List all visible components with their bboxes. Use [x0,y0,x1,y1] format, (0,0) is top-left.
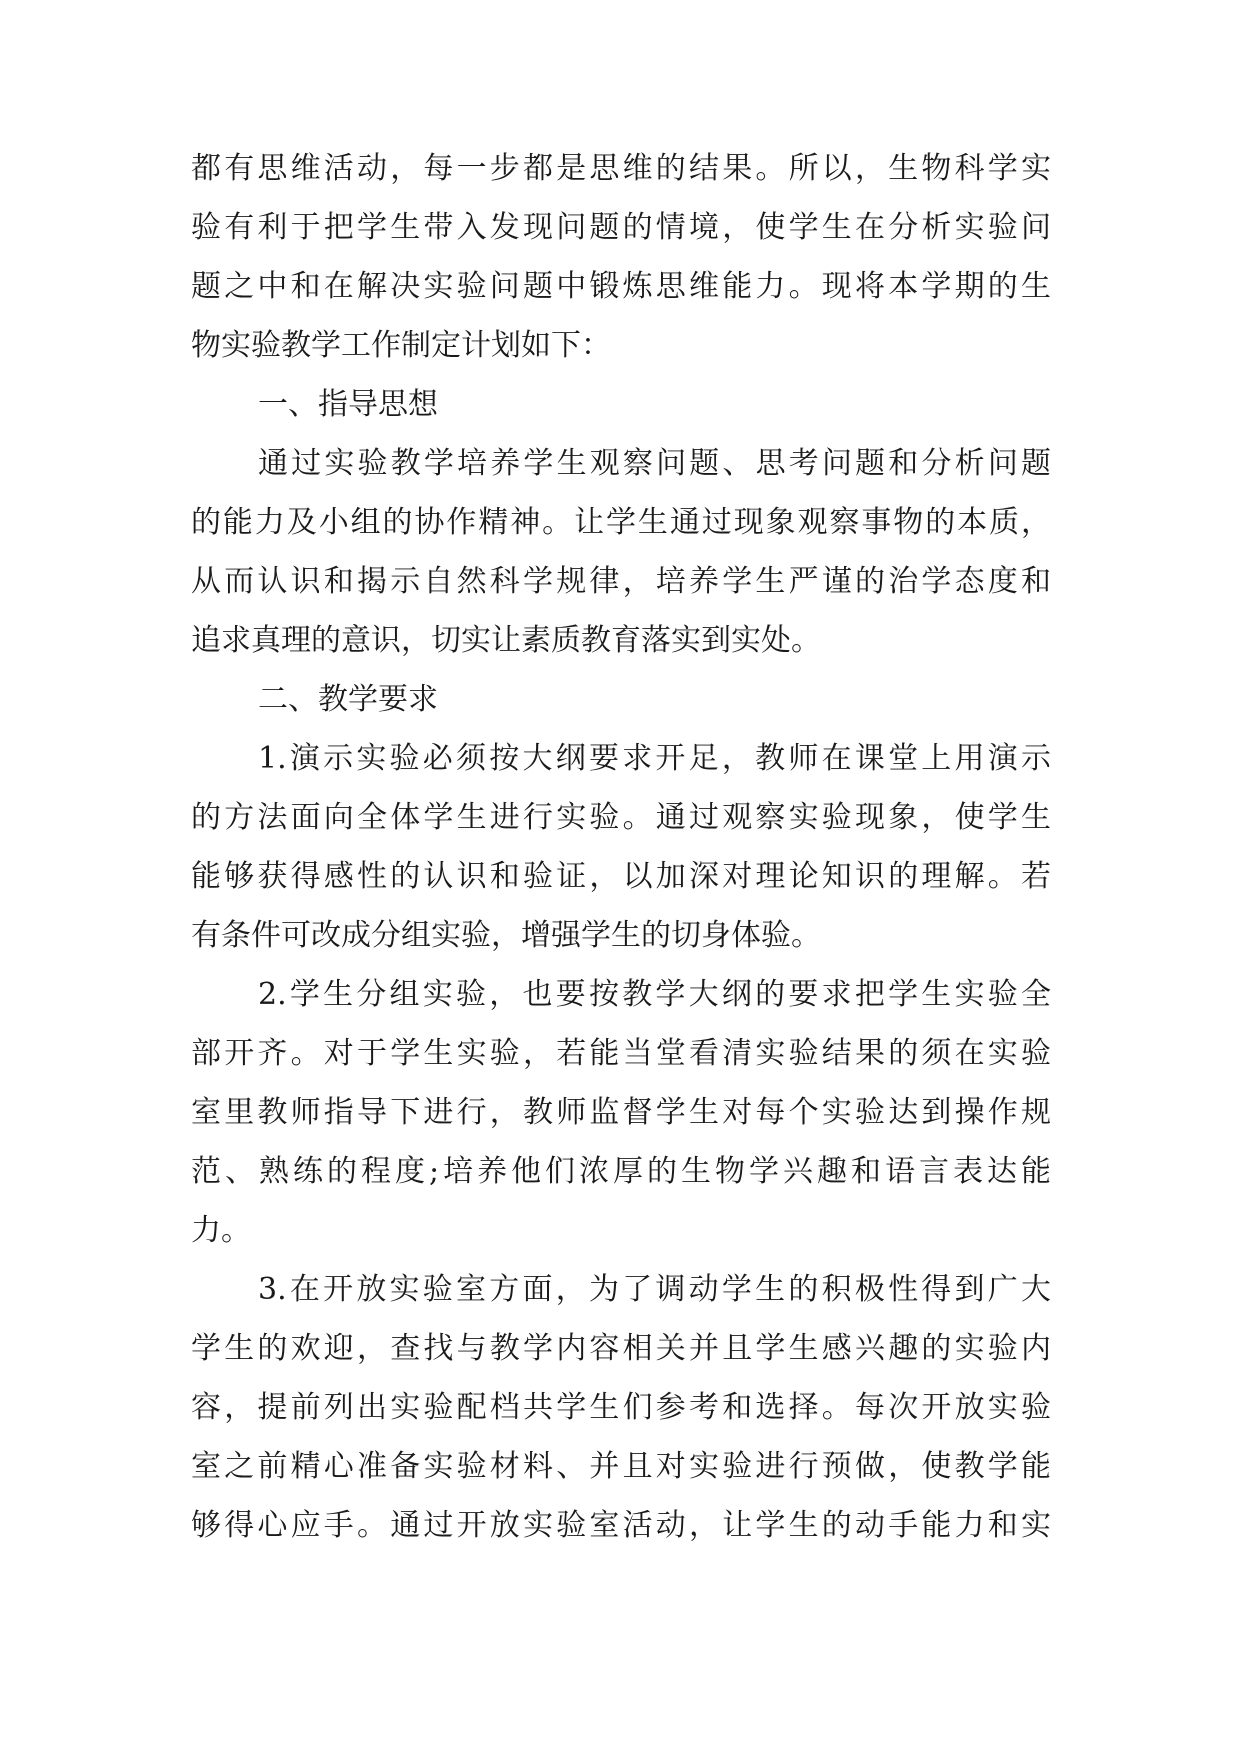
text-line: 2.学生分组实验，也要按教学大纲的要求把学生实验全 [258,977,1051,1012]
text-line: 都有思维活动，每一步都是思维的结果。所以，生物科学实 [191,151,1051,186]
text-line: 能够获得感性的认识和验证，以加深对理论知识的理解。若 [191,859,1051,894]
text-line: 通过实验教学培养学生观察问题、思考问题和分析问题 [258,446,1051,481]
text-line: 从而认识和揭示自然科学规律，培养学生严谨的治学态度和 [191,564,1051,599]
text-line: 学生的欢迎，查找与教学内容相关并且学生感兴趣的实验内 [191,1331,1051,1366]
text-line: 室里教师指导下进行，教师监督学生对每个实验达到操作规 [191,1095,1051,1130]
text-line: 题之中和在解决实验问题中锻炼思维能力。现将本学期的生 [191,269,1051,304]
text-line: 力。 [191,1213,251,1248]
text-line: 有条件可改成分组实验，增强学生的切身体验。 [191,918,821,953]
text-line: 部开齐。对于学生实验，若能当堂看清实验结果的须在实验 [191,1036,1051,1071]
text-line: 二、教学要求 [258,682,438,717]
text-line: 的方法面向全体学生进行实验。通过观察实验现象，使学生 [191,800,1051,835]
text-line: 的能力及小组的协作精神。让学生通过现象观察事物的本质， [191,505,1051,540]
text-line: 1.演示实验必须按大纲要求开足，教师在课堂上用演示 [258,741,1051,776]
text-line: 一、指导思想 [258,387,438,422]
text-line: 容，提前列出实验配档共学生们参考和选择。每次开放实验 [191,1390,1051,1425]
text-line: 室之前精心准备实验材料、并且对实验进行预做，使教学能 [191,1449,1051,1484]
text-line: 物实验教学工作制定计划如下： [191,328,611,363]
text-line: 追求真理的意识，切实让素质教育落实到实处。 [191,623,821,658]
text-line: 范、熟练的程度;培养他们浓厚的生物学兴趣和语言表达能 [191,1154,1051,1189]
text-line: 够得心应手。通过开放实验室活动，让学生的动手能力和实 [191,1508,1051,1543]
document-body [191,139,1051,1555]
text-line: 验有利于把学生带入发现问题的情境，使学生在分析实验问 [191,210,1051,245]
text-line: 3.在开放实验室方面，为了调动学生的积极性得到广大 [258,1272,1051,1307]
